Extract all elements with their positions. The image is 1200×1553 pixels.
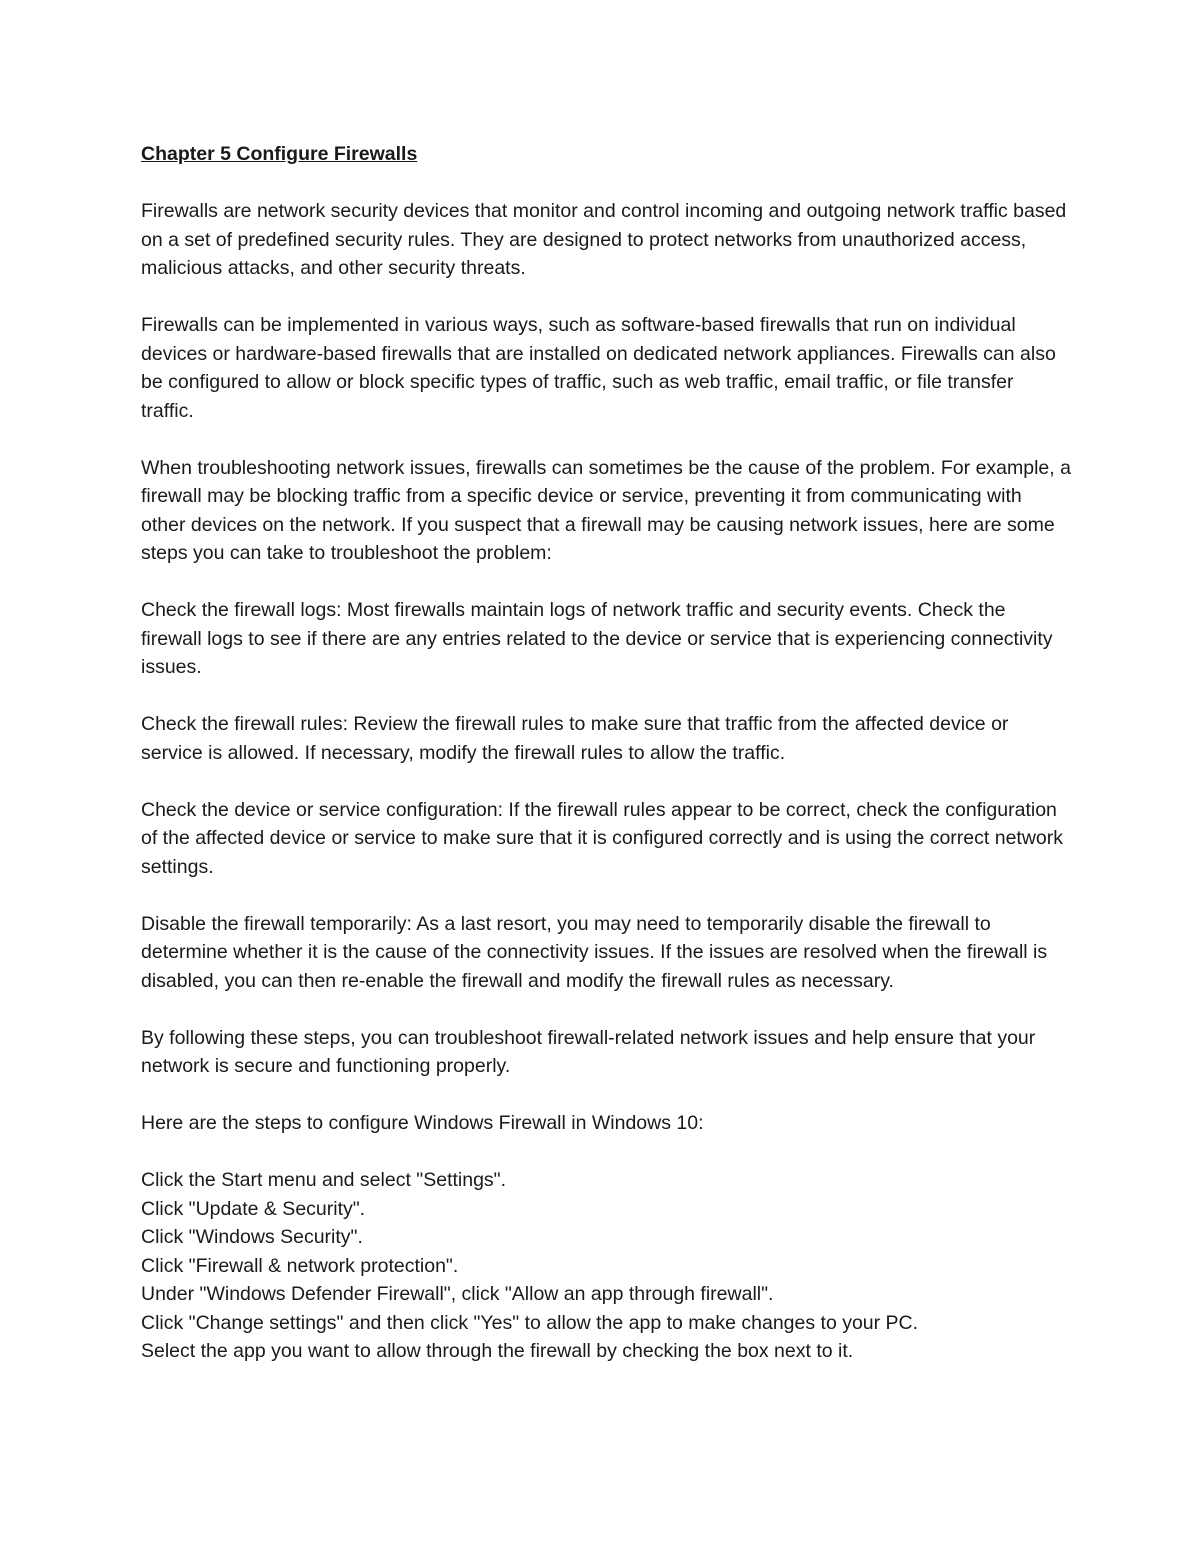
- paragraph-windows-steps-intro: Here are the steps to configure Windows Firewall in Windows 10:: [141, 1112, 704, 1134]
- paragraph-disable-firewall: Disable the firewall temporarily: As a last resort, you may need to temporarily disable the firewall to determine whether it is the cause of the connectivity issues. If the issues are resolved when the firewall is disabled, you can then re-enable the firewall and modify the firewall rules as necessary.: [141, 912, 1048, 992]
- paragraph-intro: Firewalls are network security devices that monitor and control incoming and outgoing network traffic based on a set of predefined security rules. They are designed to protect networks from unauthorized access, malicious attacks, and other security threats.: [141, 200, 1067, 279]
- step-item: Click the Start menu and select "Settings".: [141, 1169, 507, 1191]
- paragraph-check-rules: Check the firewall rules: Review the firewall rules to make sure that traffic from the affected device or service is allowed. If necessary, modify the firewall rules to allow the traffic.: [141, 713, 1009, 764]
- step-item: Click "Firewall & network protection".: [141, 1254, 459, 1277]
- document-title: Chapter 5 Configure Firewalls: [141, 143, 418, 165]
- paragraph-implementation: Firewalls can be implemented in various ways, such as software-based firewalls that run on individual devices or hardware-based firewalls that are installed on dedicated network appliances. Firewalls can also be configured to allow or block specific types of traffic, such as web traffic, email traffic, or file transfer traffic.: [141, 314, 1056, 422]
- step-item: Select the app you want to allow through the firewall by checking the box next to it.: [141, 1340, 854, 1362]
- paragraph-troubleshooting: When troubleshooting network issues, firewalls can sometimes be the cause of the problem. For example, a firewall may be blocking traffic from a specific device or service, preventing it from communicating with other devices on the network. If you suspect that a firewall may be causing network issues, here are some steps you can take to troubleshoot the problem:: [141, 456, 1071, 564]
- paragraph-check-logs: Check the firewall logs: Most firewalls maintain logs of network traffic and security events. Check the firewall logs to see if there are any entries related to the device or service that is experiencing connectivity issues.: [141, 599, 1053, 678]
- step-item: Click "Windows Security".: [141, 1226, 363, 1248]
- paragraph-check-configuration: Check the device or service configuration: If the firewall rules appear to be correct, check the configuration of the affected device or service to make sure that it is configured correctly and is using the correct network settings.: [141, 798, 1064, 878]
- step-item: Click "Change settings" and then click "Yes" to allow the app to make changes to your PC.: [141, 1311, 919, 1334]
- document-body: [141, 140, 1071, 1366]
- paragraph-conclusion: By following these steps, you can troubleshoot firewall-related network issues and help ensure that your network is secure and functioning properly.: [141, 1026, 1036, 1077]
- step-item: Click "Update & Security".: [141, 1197, 366, 1220]
- windows-firewall-steps: [141, 1166, 1071, 1366]
- step-item: Under "Windows Defender Firewall", click "Allow an app through firewall".: [141, 1283, 774, 1305]
